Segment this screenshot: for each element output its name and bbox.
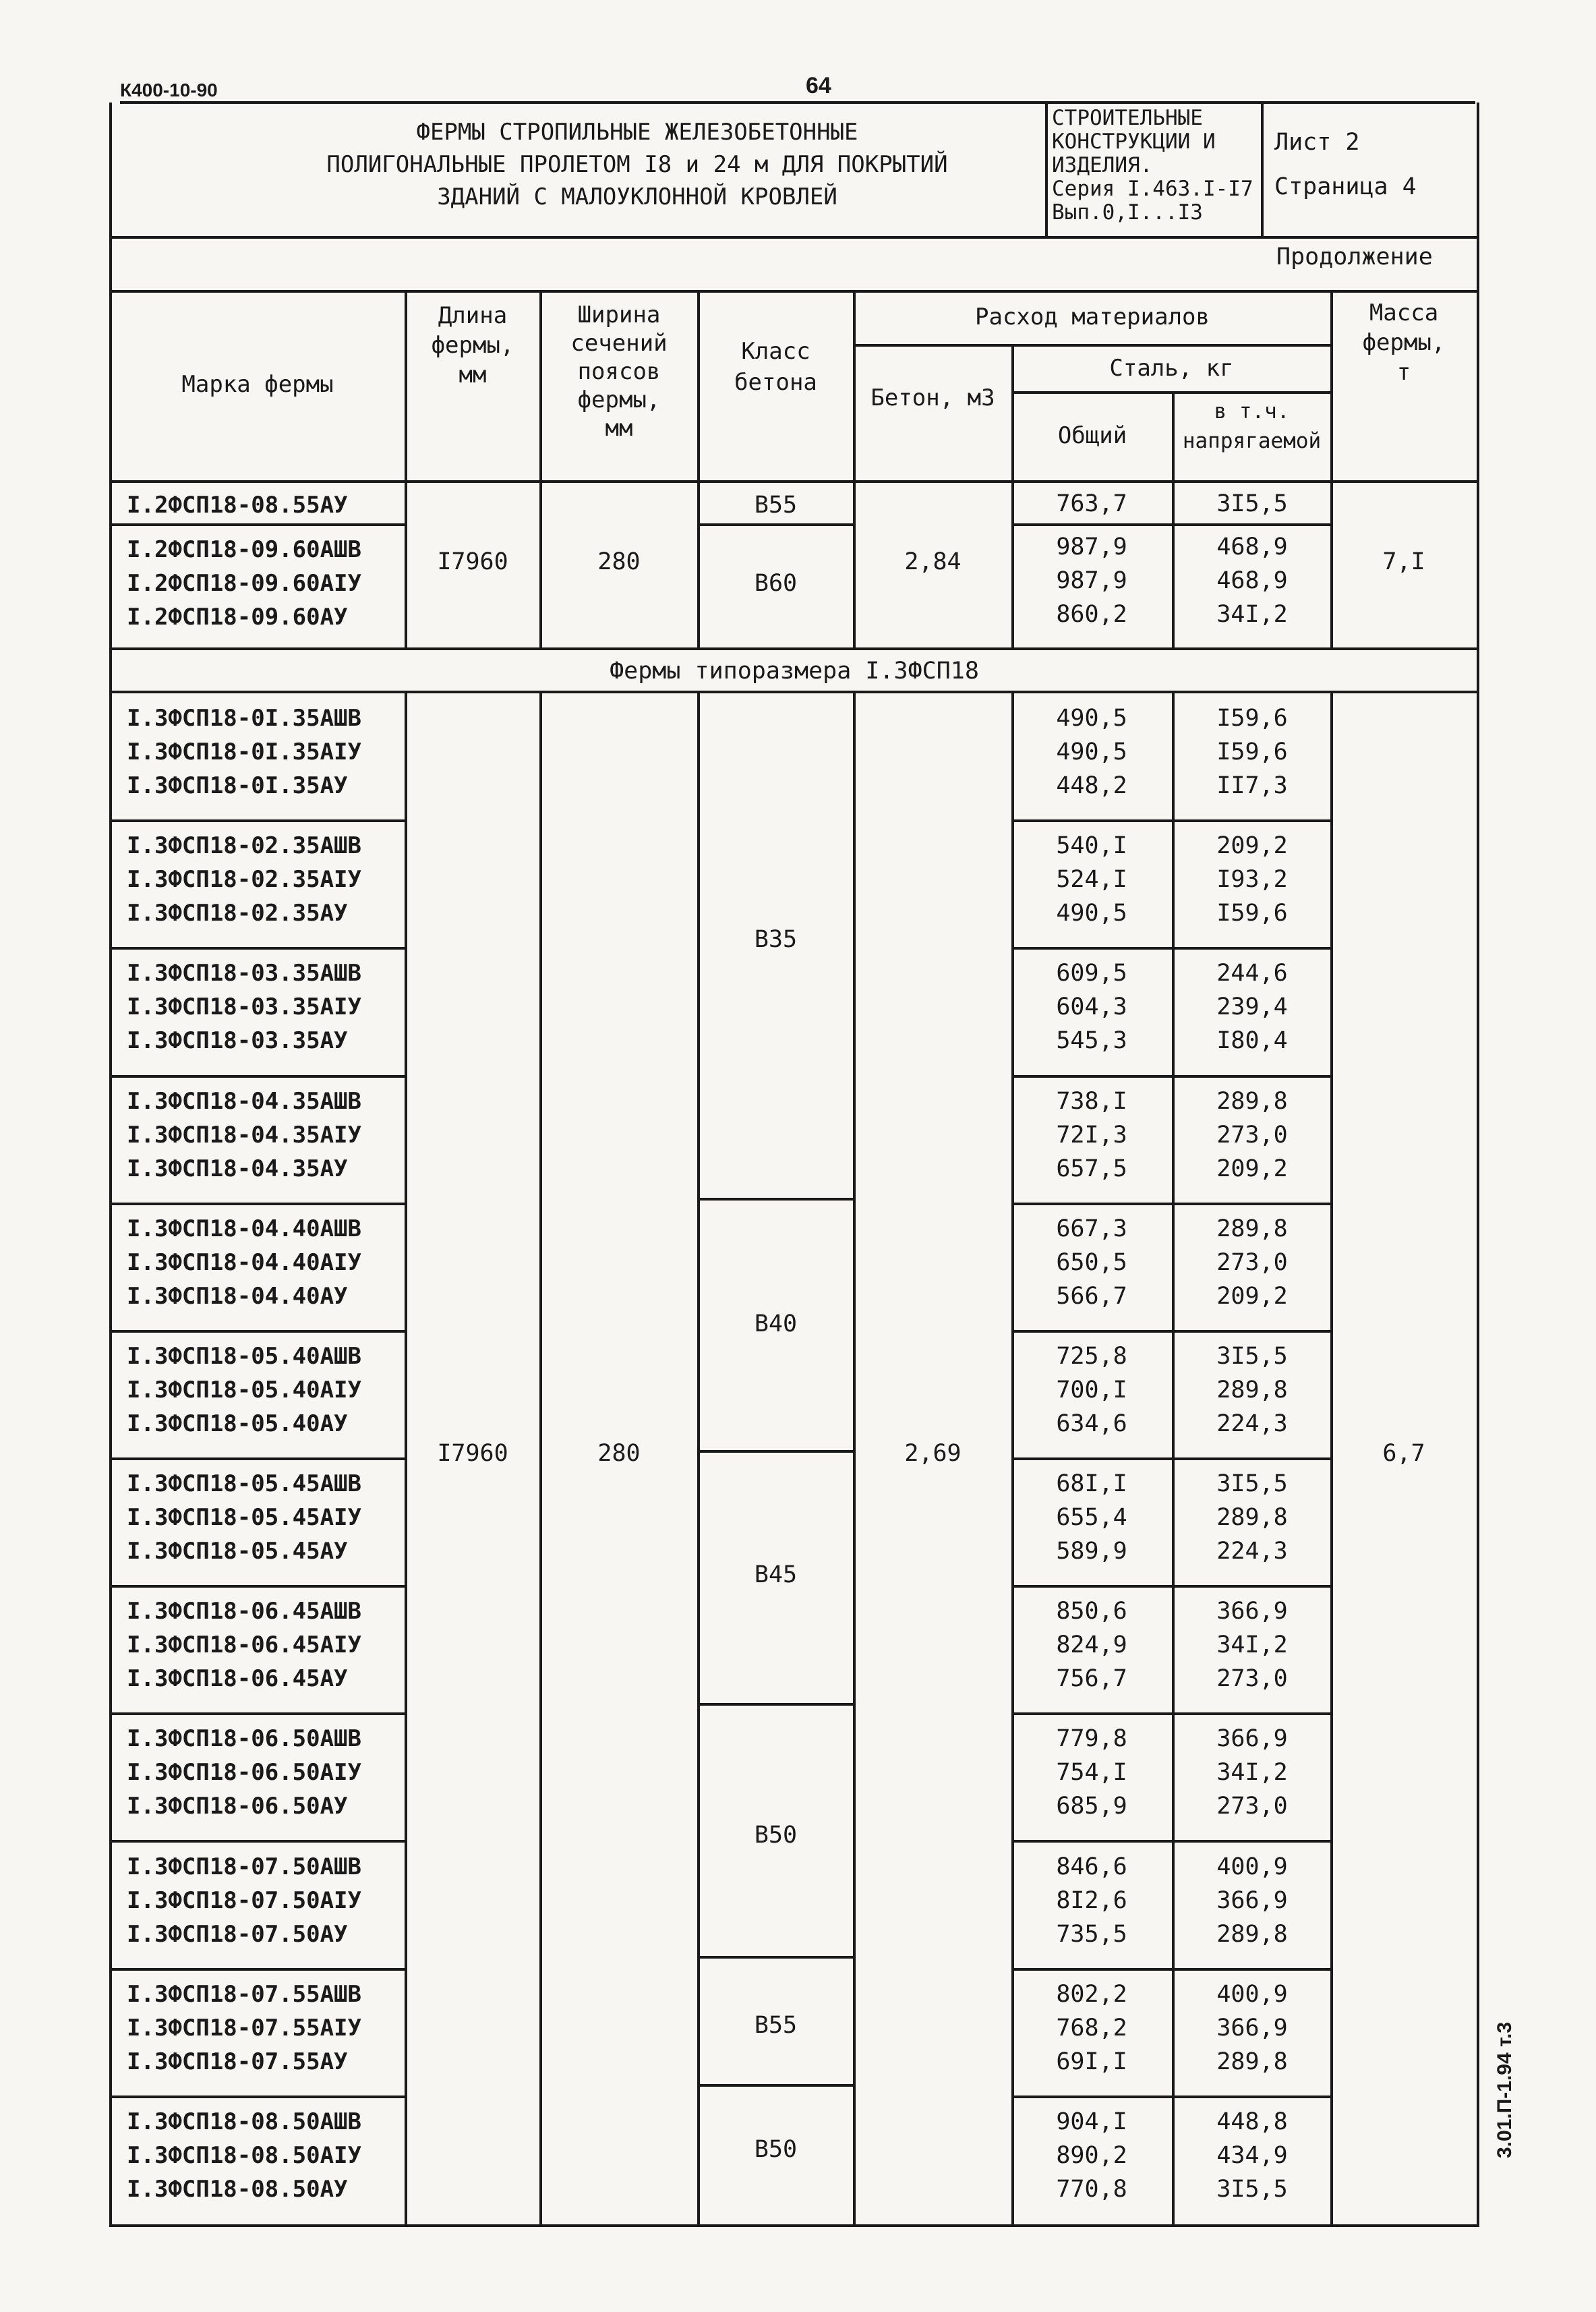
steel-total: 987,9 xyxy=(1056,533,1127,560)
table-row-marka-group xyxy=(127,1339,361,1441)
row-divider xyxy=(109,1840,406,1843)
steel-total: 824,9 xyxy=(1056,1631,1127,1659)
steel-prestressed: I80,4 xyxy=(1216,1027,1288,1055)
series-line-5: Вып.0,I...I3 xyxy=(1052,200,1203,225)
page-number: 64 xyxy=(806,73,831,98)
header-prestressed-1: в т.ч. xyxy=(1214,399,1290,424)
table-row-marka: I.3ФСП18-07.55АУ xyxy=(127,2048,348,2075)
table-row-marka: I.3ФСП18-03.35АУ xyxy=(127,1027,348,1055)
steel-prestressed-group xyxy=(1175,956,1330,1058)
table-row-marka: I.3ФСП18-03.35АШВ xyxy=(127,960,361,987)
table-row-marka: I.3ФСП18-07.50АIУ xyxy=(127,1886,361,1914)
steel-total: 72I,3 xyxy=(1056,1121,1127,1149)
table-row-marka-group xyxy=(127,1722,361,1823)
class-b35: B35 xyxy=(754,926,798,953)
header-steel: Сталь, кг xyxy=(1109,355,1234,382)
concrete-value: 2,69 xyxy=(904,1440,962,1467)
header-mass-1: Масса xyxy=(1369,299,1439,326)
steel-prestressed: 366,9 xyxy=(1216,1598,1288,1625)
table-row-marka: I.3ФСП18-06.45АIУ xyxy=(127,1631,361,1659)
steel-total: 448,2 xyxy=(1056,772,1127,799)
row-divider xyxy=(109,1968,406,1971)
class-b50: B50 xyxy=(754,1822,798,1849)
steel-total: 650,5 xyxy=(1056,1248,1127,1276)
title-line-1: ФЕРМЫ СТРОПИЛЬНЫЕ ЖЕЛЕЗОБЕТОННЫЕ xyxy=(416,119,858,146)
row-divider xyxy=(1011,819,1332,822)
steel-total-group xyxy=(1014,1212,1169,1313)
table-row-marka: I.2ФСП18-09.60АУ xyxy=(127,604,348,631)
table-row-marka: I.3ФСП18-04.40АУ xyxy=(127,1282,348,1310)
steel-prestressed: 273,0 xyxy=(1216,1793,1288,1820)
table-row-marka-group xyxy=(127,1594,361,1696)
series-box xyxy=(1052,107,1253,225)
steel-total-group xyxy=(1014,1850,1169,1951)
table-row-marka: I.3ФСП18-06.50АIУ xyxy=(127,1759,361,1787)
steel-total: 490,5 xyxy=(1056,739,1127,765)
steel-total: 779,8 xyxy=(1056,1725,1127,1753)
table-row-marka-group xyxy=(127,701,361,803)
steel-total: 609,5 xyxy=(1056,960,1127,987)
table-row-marka: I.3ФСП18-05.45АУ xyxy=(127,1538,348,1565)
class-b55: B55 xyxy=(754,2012,798,2039)
header-width-2: сечений xyxy=(570,330,668,357)
steel-prestressed: 3I5,5 xyxy=(1216,1342,1288,1370)
steel-prestressed-group xyxy=(1175,2105,1330,2206)
table-row-marka: I.3ФСП18-05.40АУ xyxy=(127,1410,348,1437)
row-divider xyxy=(109,1203,406,1205)
steel-prestressed: 224,3 xyxy=(1216,1538,1288,1565)
row-divider xyxy=(1011,947,1332,950)
steel-prestressed: 34I,2 xyxy=(1216,601,1288,628)
steel-total: 566,7 xyxy=(1056,1282,1127,1310)
sheet-number: Лист 2 xyxy=(1274,129,1360,156)
steel-prestressed: 289,8 xyxy=(1216,1504,1288,1531)
steel-prestressed: 468,9 xyxy=(1216,533,1288,560)
header-width-1: Ширина xyxy=(577,301,661,328)
steel-total-group xyxy=(1014,1594,1169,1696)
title-line-2: ПОЛИГОНАЛЬНЫЕ ПРОЛЕТОМ I8 и 24 м ДЛЯ ПОКРЫТИЙ xyxy=(326,151,948,178)
table-row-marka-group xyxy=(127,1977,361,2079)
steel-prestressed: 448,8 xyxy=(1216,2108,1288,2135)
table-row-marka: I.3ФСП18-06.45АШВ xyxy=(127,1598,361,1625)
steel-prestressed: II7,3 xyxy=(1216,772,1288,799)
class-b55-top: B55 xyxy=(754,492,798,519)
row-divider xyxy=(109,819,406,822)
steel-total: 754,I xyxy=(1056,1759,1127,1787)
header-mass-2: фермы, xyxy=(1362,329,1446,356)
header-width-4: фермы, xyxy=(577,386,661,413)
steel-prestressed: 366,9 xyxy=(1216,1725,1288,1753)
steel-prestressed-group xyxy=(1175,1977,1330,2079)
steel-total: 770,8 xyxy=(1056,2175,1127,2203)
table-row-marka: I.3ФСП18-06.45АУ xyxy=(127,1665,348,1693)
steel-prestressed-group xyxy=(1175,1722,1330,1823)
steel-total: 846,6 xyxy=(1056,1853,1127,1880)
steel-prestressed: 34I,2 xyxy=(1216,1759,1288,1787)
table-row-marka-group xyxy=(127,1085,361,1186)
table-row-marka: I.3ФСП18-08.50АУ xyxy=(127,2175,348,2203)
steel-prestressed-group xyxy=(1175,1339,1330,1441)
steel-prestressed: 273,0 xyxy=(1216,1248,1288,1276)
steel-prestressed: 239,4 xyxy=(1216,993,1288,1021)
row-divider xyxy=(1011,1457,1332,1460)
steel-total: 802,2 xyxy=(1056,1980,1127,2008)
concrete-value-top: 2,84 xyxy=(904,548,962,575)
width-value: 280 xyxy=(597,1440,641,1467)
steel-prestressed: I59,6 xyxy=(1216,739,1288,765)
steel-total: 589,9 xyxy=(1056,1538,1127,1565)
steel-total: 657,5 xyxy=(1056,1155,1127,1182)
table-row-marka: I.3ФСП18-07.55АIУ xyxy=(127,2014,361,2042)
top-block-totals xyxy=(1014,530,1169,631)
series-line-1: СТРОИТЕЛЬНЫЕ xyxy=(1052,106,1203,130)
table-row-marka: I.3ФСП18-04.35АШВ xyxy=(127,1087,361,1115)
steel-prestressed-group xyxy=(1175,1212,1330,1313)
table-row-marka: I.3ФСП18-04.35АУ xyxy=(127,1155,348,1182)
table-row-marka: I.2ФСП18-09.60АIУ xyxy=(127,570,361,597)
steel-prestressed: 244,6 xyxy=(1216,960,1288,987)
continuation-label: Продолжение xyxy=(1276,243,1433,270)
steel-prestressed: 289,8 xyxy=(1216,1215,1288,1242)
steel-total: 738,I xyxy=(1056,1087,1127,1115)
table-row-marka: I.3ФСП18-0I.35АШВ xyxy=(127,705,361,732)
steel-prestressed: 289,8 xyxy=(1216,1376,1288,1404)
header-mass-3: т xyxy=(1396,359,1411,386)
table-row-marka: I.3ФСП18-02.35АIУ xyxy=(127,866,361,894)
row-divider xyxy=(109,2096,406,2098)
steel-total: 667,3 xyxy=(1056,1215,1127,1242)
header-class-2: бетона xyxy=(734,369,817,396)
steel-total: 524,I xyxy=(1056,866,1127,894)
steel-prestressed: 34I,2 xyxy=(1216,1631,1288,1659)
row-divider xyxy=(109,1075,406,1078)
table-row-marka: I.3ФСП18-05.40АШВ xyxy=(127,1342,361,1370)
steel-total: 490,5 xyxy=(1056,900,1127,927)
steel-prestressed: 400,9 xyxy=(1216,1980,1288,2008)
table-row-marka-group xyxy=(127,956,361,1058)
table-row-marka: I.3ФСП18-05.45АIУ xyxy=(127,1504,361,1531)
header-total: Общий xyxy=(1057,422,1127,449)
steel-total: 763,7 xyxy=(1056,490,1127,517)
steel-total: 987,9 xyxy=(1056,567,1127,594)
steel-prestressed: I93,2 xyxy=(1216,866,1288,894)
header-prestressed xyxy=(1175,397,1329,456)
table-row-marka: I.3ФСП18-05.40АIУ xyxy=(127,1376,361,1404)
row-divider xyxy=(109,1457,406,1460)
table-row-marka: I.3ФСП18-06.50АШВ xyxy=(127,1725,361,1753)
steel-total: 69I,I xyxy=(1056,2048,1127,2075)
top-block-prestressed xyxy=(1175,530,1330,631)
mass-value: 6,7 xyxy=(1382,1440,1425,1467)
row-divider xyxy=(1011,2096,1332,2098)
table-row-marka-group xyxy=(127,1212,361,1313)
steel-total: 655,4 xyxy=(1056,1504,1127,1531)
row-divider xyxy=(1011,1840,1332,1843)
steel-prestressed: 366,9 xyxy=(1216,1886,1288,1914)
header-length-1: Длина xyxy=(438,302,508,329)
steel-total-group xyxy=(1014,1722,1169,1823)
table-row-marka: I.3ФСП18-04.35АIУ xyxy=(127,1121,361,1149)
side-code: 3.01.П-1.94 т.3 xyxy=(1494,2021,1516,2158)
steel-prestressed-group xyxy=(1175,1085,1330,1186)
width-value-top: 280 xyxy=(597,548,641,575)
steel-prestressed: 209,2 xyxy=(1216,832,1288,860)
table-row-marka-group xyxy=(127,2105,361,2206)
class-b50-last: B50 xyxy=(754,2136,798,2163)
steel-prestressed: 289,8 xyxy=(1216,2048,1288,2075)
table-row-marka-group xyxy=(127,1467,361,1568)
steel-prestressed: 209,2 xyxy=(1216,1282,1288,1310)
steel-prestressed: 273,0 xyxy=(1216,1121,1288,1149)
steel-prestressed: 3I5,5 xyxy=(1216,2175,1288,2203)
steel-prestressed: 289,8 xyxy=(1216,1087,1288,1115)
steel-prestressed: 209,2 xyxy=(1216,1155,1288,1182)
table-row-marka-group xyxy=(127,829,361,930)
series-line-4: Серия I.463.I-I7 xyxy=(1052,177,1253,201)
header-width-5: мм xyxy=(605,415,633,442)
series-line-3: ИЗДЕЛИЯ. xyxy=(1052,153,1153,177)
steel-total: 685,9 xyxy=(1056,1793,1127,1820)
steel-total-group xyxy=(1014,829,1169,930)
header-consumption: Расход материалов xyxy=(975,304,1210,330)
row-divider xyxy=(1011,1203,1332,1205)
section-title: Фермы типоразмера I.3ФСП18 xyxy=(610,658,979,685)
doc-code: К400-10-90 xyxy=(120,80,218,100)
steel-total: 68I,I xyxy=(1056,1470,1127,1497)
class-b60-top: B60 xyxy=(754,570,798,597)
steel-prestressed-group xyxy=(1175,701,1330,803)
row-divider xyxy=(1011,1075,1332,1078)
header-width xyxy=(542,301,696,442)
header-width-3: поясов xyxy=(577,358,661,385)
header-class-1: Класс xyxy=(741,338,810,365)
steel-total: 725,8 xyxy=(1056,1342,1127,1370)
series-line-2: КОНСТРУКЦИИ И xyxy=(1052,129,1216,154)
header-class xyxy=(700,336,852,398)
steel-total: 860,2 xyxy=(1056,601,1127,628)
header-marka: Марка фермы xyxy=(181,371,334,398)
steel-prestressed: 289,8 xyxy=(1216,1920,1288,1948)
table-row-marka: I.3ФСП18-02.35АШВ xyxy=(127,832,361,860)
steel-prestressed: 434,9 xyxy=(1216,2141,1288,2169)
steel-prestressed: 400,9 xyxy=(1216,1853,1288,1880)
steel-prestressed: 273,0 xyxy=(1216,1665,1288,1693)
steel-total: 634,6 xyxy=(1056,1410,1127,1437)
table-row-marka: I.3ФСП18-06.50АУ xyxy=(127,1793,348,1820)
header-length-3: мм xyxy=(459,362,487,388)
steel-prestressed-group xyxy=(1175,1594,1330,1696)
header-length-2: фермы, xyxy=(431,332,514,359)
steel-total: 768,2 xyxy=(1056,2014,1127,2042)
steel-total: 890,2 xyxy=(1056,2141,1127,2169)
steel-total-group xyxy=(1014,2105,1169,2206)
table-row-marka: I.3ФСП18-08.50АШВ xyxy=(127,2108,361,2135)
class-b40: B40 xyxy=(754,1310,798,1337)
steel-total: 904,I xyxy=(1056,2108,1127,2135)
row-divider xyxy=(109,1585,406,1588)
row-divider xyxy=(1011,1968,1332,1971)
title-line-3: ЗДАНИЙ С МАЛОУКЛОННОЙ КРОВЛЕЙ xyxy=(437,183,837,210)
steel-prestressed-group xyxy=(1175,1467,1330,1568)
steel-prestressed: I59,6 xyxy=(1216,900,1288,927)
steel-total-group xyxy=(1014,1467,1169,1568)
row-divider xyxy=(109,947,406,950)
header-prestressed-2: напрягаемой xyxy=(1182,429,1322,453)
row-divider xyxy=(109,1712,406,1715)
steel-total: 545,3 xyxy=(1056,1027,1127,1055)
header-concrete-volume: Бетон, м3 xyxy=(870,384,995,411)
table-row-marka: I.2ФСП18-08.55АУ xyxy=(127,492,348,519)
steel-prestressed: 3I5,5 xyxy=(1216,490,1288,517)
steel-total-group xyxy=(1014,1085,1169,1186)
steel-prestressed: 3I5,5 xyxy=(1216,1470,1288,1497)
mass-value-top: 7,I xyxy=(1382,548,1425,575)
page-label: Страница 4 xyxy=(1274,173,1417,200)
length-value: I7960 xyxy=(437,1440,508,1467)
steel-total-group xyxy=(1014,1977,1169,2079)
document-title xyxy=(256,116,1018,213)
table-row-marka: I.3ФСП18-04.40АIУ xyxy=(127,1248,361,1276)
steel-total-group xyxy=(1014,956,1169,1058)
table-row-marka: I.3ФСП18-08.50АIУ xyxy=(127,2141,361,2169)
table-row-marka: I.3ФСП18-07.50АШВ xyxy=(127,1853,361,1880)
table-row-marka: I.3ФСП18-04.40АШВ xyxy=(127,1215,361,1242)
steel-total: 756,7 xyxy=(1056,1665,1127,1693)
top-block-markas xyxy=(127,533,361,634)
steel-prestressed: 224,3 xyxy=(1216,1410,1288,1437)
length-value-top: I7960 xyxy=(437,548,508,575)
table-row-marka: I.2ФСП18-09.60АШВ xyxy=(127,536,361,563)
steel-prestressed: 468,9 xyxy=(1216,567,1288,594)
steel-total: 490,5 xyxy=(1056,705,1127,732)
table-row-marka: I.3ФСП18-0I.35АIУ xyxy=(127,739,361,765)
steel-total-group xyxy=(1014,701,1169,803)
header-mass xyxy=(1333,298,1475,387)
row-divider xyxy=(1011,1712,1332,1715)
table-row-marka: I.3ФСП18-07.50АУ xyxy=(127,1920,348,1948)
steel-total: 850,6 xyxy=(1056,1598,1127,1625)
steel-total: 540,I xyxy=(1056,832,1127,860)
steel-prestressed-group xyxy=(1175,829,1330,930)
steel-total-group xyxy=(1014,1339,1169,1441)
table-row-marka: I.3ФСП18-02.35АУ xyxy=(127,900,348,927)
steel-total: 8I2,6 xyxy=(1056,1886,1127,1914)
table-row-marka: I.3ФСП18-07.55АШВ xyxy=(127,1980,361,2008)
row-divider xyxy=(1011,1585,1332,1588)
steel-total: 604,3 xyxy=(1056,993,1127,1021)
steel-total: 700,I xyxy=(1056,1376,1127,1404)
steel-prestressed: 366,9 xyxy=(1216,2014,1288,2042)
header-length xyxy=(407,301,538,390)
table-row-marka: I.3ФСП18-03.35АIУ xyxy=(127,993,361,1021)
steel-total: 735,5 xyxy=(1056,1920,1127,1948)
row-divider xyxy=(109,1330,406,1333)
row-divider xyxy=(1011,1330,1332,1333)
steel-prestressed: I59,6 xyxy=(1216,705,1288,732)
class-b45: B45 xyxy=(754,1561,798,1588)
table-row-marka: I.3ФСП18-0I.35АУ xyxy=(127,772,348,799)
table-row-marka-group xyxy=(127,1850,361,1951)
table-row-marka: I.3ФСП18-05.45АШВ xyxy=(127,1470,361,1497)
steel-prestressed-group xyxy=(1175,1850,1330,1951)
